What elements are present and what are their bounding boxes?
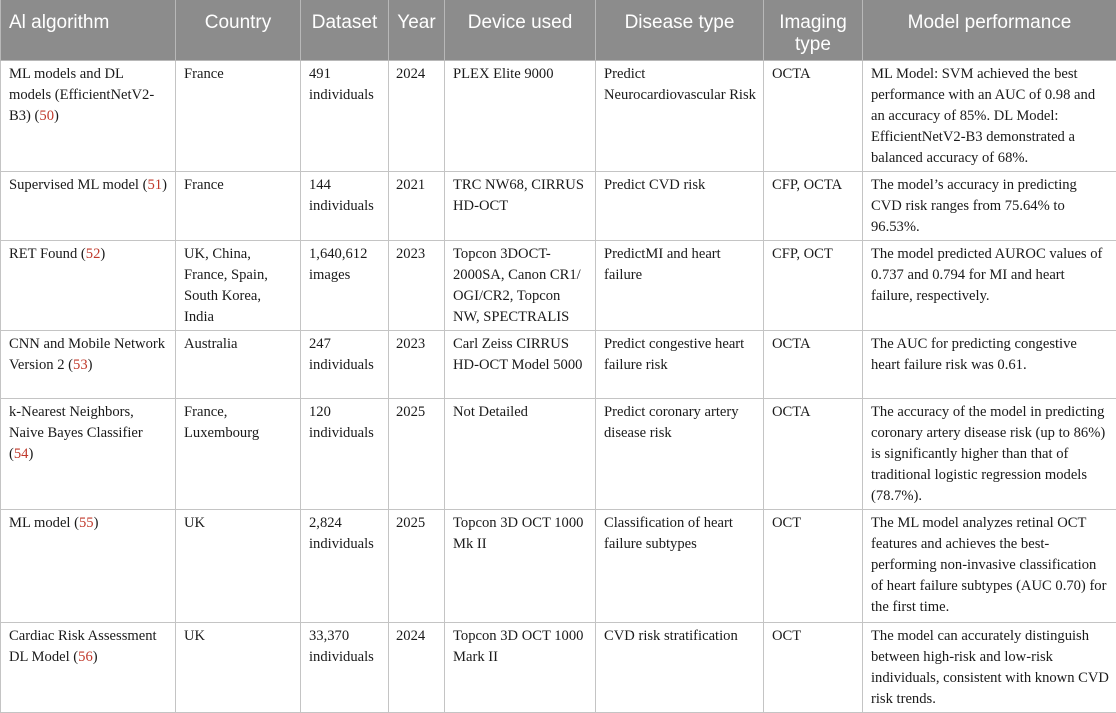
cell-device: Topcon 3D OCT 1000 Mk II (445, 510, 596, 623)
reference-link[interactable]: 55 (79, 515, 94, 531)
cell-dataset: 2,824 individuals (301, 510, 389, 623)
cell-algorithm: Cardiac Risk Assessment DL Model (56) (1, 623, 176, 713)
header-device: Device used (445, 0, 596, 61)
cell-device: Topcon 3DOCT-2000SA, Canon CR1/ OGI/CR2, Topcon NW, SPECTRALIS (445, 241, 596, 331)
cell-year: 2025 (389, 510, 445, 623)
cell-imaging: OCTA (764, 399, 863, 510)
cell-performance: ML Model: SVM achieved the best performance with an AUC of 0.98 and an accuracy of 85%. DL Model: EfficientNetV2-B3 demonstrated a balanced accuracy of 68%. (863, 61, 1116, 172)
cell-imaging: OCT (764, 510, 863, 623)
algorithm-text: Supervised ML model ( (9, 177, 147, 193)
table-row (1, 399, 1116, 510)
header-dataset: Dataset (301, 0, 389, 61)
cell-disease: CVD risk stratification (596, 623, 764, 713)
cell-algorithm: ML model (55) (1, 510, 176, 623)
cell-year: 2023 (389, 241, 445, 331)
cell-dataset: 491 individuals (301, 61, 389, 172)
header-algorithm: Al algorithm (1, 0, 176, 61)
cell-performance: The ML model analyzes retinal OCT features and achieves the best-performing non-invasive classification of heart failure subtypes (AUC 0.70) for the first time. (863, 510, 1116, 623)
table-header-row (1, 0, 1116, 61)
header-imaging: Imaging type (764, 0, 863, 61)
header-year: Year (389, 0, 445, 61)
cell-device: Carl Zeiss CIRRUS HD-OCT Model 5000 (445, 331, 596, 399)
table-row (1, 172, 1116, 241)
cell-device: TRC NW68, CIRRUS HD-OCT (445, 172, 596, 241)
cell-device: Topcon 3D OCT 1000 Mark II (445, 623, 596, 713)
algorithm-text: ML model ( (9, 515, 79, 531)
cell-year: 2025 (389, 399, 445, 510)
reference-link[interactable]: 56 (78, 649, 93, 665)
reference-link[interactable]: 50 (39, 108, 54, 124)
cell-year: 2024 (389, 61, 445, 172)
cell-performance: The model predicted AUROC values of 0.737 and 0.794 for MI and heart failure, respectively. (863, 241, 1116, 331)
cell-country: UK (176, 510, 301, 623)
table-row (1, 510, 1116, 623)
reference-link[interactable]: 51 (147, 177, 162, 193)
algorithm-text: RET Found ( (9, 246, 86, 262)
cell-disease: Predict Neurocardiovascular Risk (596, 61, 764, 172)
table-row (1, 241, 1116, 331)
cell-year: 2021 (389, 172, 445, 241)
cell-disease: Predict congestive heart failure risk (596, 331, 764, 399)
cell-algorithm: CNN and Mobile Network Version 2 (53) (1, 331, 176, 399)
header-performance: Model performance (863, 0, 1116, 61)
cell-disease: Predict CVD risk (596, 172, 764, 241)
cell-country: UK (176, 623, 301, 713)
algorithm-text: Cardiac Risk Assessment DL Model ( (9, 628, 157, 665)
cell-device: Not Detailed (445, 399, 596, 510)
table-row (1, 331, 1116, 399)
cell-dataset: 247 individuals (301, 331, 389, 399)
algorithm-text: k-Nearest Neighbors, Naive Bayes Classifier ( (9, 404, 143, 462)
reference-link[interactable]: 52 (86, 246, 101, 262)
header-country: Country (176, 0, 301, 61)
cell-imaging: CFP, OCTA (764, 172, 863, 241)
cell-imaging: OCT (764, 623, 863, 713)
cell-disease: PredictMI and heart failure (596, 241, 764, 331)
cell-country: France (176, 172, 301, 241)
cell-device: PLEX Elite 9000 (445, 61, 596, 172)
table-row (1, 623, 1116, 713)
cell-imaging: OCTA (764, 61, 863, 172)
cell-dataset: 144 individuals (301, 172, 389, 241)
cell-dataset: 120 individuals (301, 399, 389, 510)
cell-disease: Predict coronary artery disease risk (596, 399, 764, 510)
cell-year: 2024 (389, 623, 445, 713)
reference-link[interactable]: 54 (14, 446, 29, 462)
cell-algorithm: Supervised ML model (51) (1, 172, 176, 241)
algorithm-text: CNN and Mobile Network Version 2 ( (9, 336, 165, 373)
cell-performance: The model can accurately distinguish between high-risk and low-risk individuals, consistent with known CVD risk trends. (863, 623, 1116, 713)
cell-country: UK, China, France, Spain, South Korea, India (176, 241, 301, 331)
cell-performance: The model’s accuracy in predicting CVD risk ranges from 75.64% to 96.53%. (863, 172, 1116, 241)
cell-algorithm: ML models and DL models (EfficientNetV2-B3) (50) (1, 61, 176, 172)
algorithm-text: ML models and DL models (EfficientNetV2-B3) ( (9, 66, 154, 124)
table-row (1, 61, 1116, 172)
cell-country: France, Luxembourg (176, 399, 301, 510)
cell-performance: The accuracy of the model in predicting coronary artery disease risk (up to 86%) is significantly higher than that of traditional logistic regression models (78.7%). (863, 399, 1116, 510)
header-disease: Disease type (596, 0, 764, 61)
cell-algorithm: RET Found (52) (1, 241, 176, 331)
cell-performance: The AUC for predicting congestive heart failure risk was 0.61. (863, 331, 1116, 399)
cell-country: Australia (176, 331, 301, 399)
cell-disease: Classification of heart failure subtypes (596, 510, 764, 623)
cell-algorithm: k-Nearest Neighbors, Naive Bayes Classifier (54) (1, 399, 176, 510)
cell-year: 2023 (389, 331, 445, 399)
reference-link[interactable]: 53 (73, 357, 88, 373)
cell-country: France (176, 61, 301, 172)
cell-dataset: 1,640,612 images (301, 241, 389, 331)
cell-imaging: OCTA (764, 331, 863, 399)
cell-imaging: CFP, OCT (764, 241, 863, 331)
cell-dataset: 33,370 individuals (301, 623, 389, 713)
